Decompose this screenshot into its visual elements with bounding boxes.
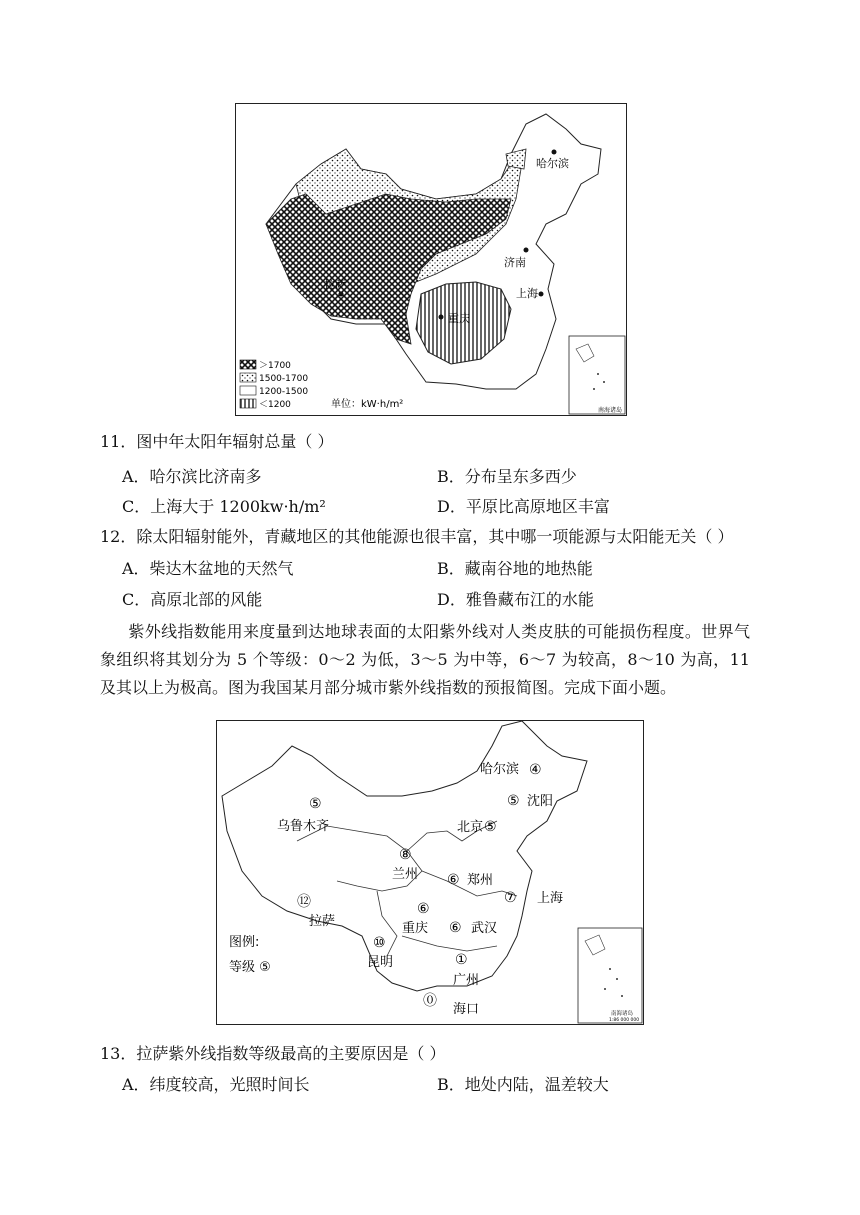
uv-legend-item: 等级 ⑤ [229, 960, 271, 975]
uv-inset-scale: 1:86 000 000 [609, 1018, 640, 1023]
uv-city-zhengzhou: 郑州 [467, 873, 494, 888]
uv-south-china-sea-inset [578, 928, 642, 1023]
uv-level-haikou: ⓪ [423, 993, 437, 1009]
uv-city-beijing: 北京 [457, 820, 484, 835]
legend-label-2: 1200-1500 [259, 387, 309, 397]
uv-level-beijing: ⑤ [484, 819, 497, 835]
uv-city-chongqing: 重庆 [402, 921, 429, 936]
uv-city-guangzhou: 广州 [453, 973, 480, 988]
south-china-sea-inset [569, 336, 625, 414]
reading-passage [100, 618, 750, 702]
uv-level-shanghai: ⑦ [504, 890, 517, 906]
uv-city-shenyang: 沈阳 [527, 794, 554, 809]
legend-label-0: ＞1700 [259, 361, 291, 371]
uv-inset-label: 南海诸岛 [611, 1011, 634, 1017]
question-11-title: 11．图中年太阳年辐射总量（ ） [100, 432, 334, 451]
q12-option-d: D．雅鲁藏布江的水能 [437, 590, 594, 609]
legend-label-1: 1500-1700 [259, 374, 309, 384]
question-13-title: 13．拉萨紫外线指数等级最高的主要原因是（ ） [100, 1044, 446, 1063]
uv-legend-title: 图例: [229, 935, 260, 950]
uv-city-lanzhou: 兰州 [392, 867, 419, 882]
uv-city-wuhan: 武汉 [471, 921, 498, 936]
q11-option-d: D．平原比高原地区丰富 [437, 497, 610, 516]
q12-option-a: A．柴达木盆地的天然气 [122, 559, 294, 578]
city-label-harbin: 哈尔滨 [536, 157, 569, 170]
map1-inset-label: 南海诸岛 [598, 407, 623, 414]
q12-option-b: B．藏南谷地的地热能 [437, 559, 593, 578]
q11-option-a: A．哈尔滨比济南多 [122, 467, 262, 486]
uv-index-map-svg [217, 721, 643, 1024]
zone-1500-1700-northeast [506, 149, 526, 169]
uv-level-lanzhou: ⑧ [399, 847, 412, 863]
uv-level-lhasa: ⑫ [297, 894, 311, 910]
uv-city-harbin: 哈尔滨 [480, 762, 520, 777]
uv-level-shenyang: ⑤ [507, 793, 520, 809]
uv-level-zhengzhou: ⑥ [447, 872, 460, 888]
city-label-jinan: 济南 [504, 256, 526, 269]
map1-unit: 单位：kW·h/m² [331, 399, 404, 410]
q11-option-c: C．上海大于 1200kw·h/m² [122, 497, 326, 516]
uv-index-map [216, 720, 644, 1025]
uv-level-kunming: ⑩ [373, 935, 386, 951]
reading-passage-text: 紫外线指数能用来度量到达地球表面的太阳紫外线对人类皮肤的可能损伤程度。世界气象组织将其划分为 5 个等级：0～2 为低，3～5 为中等，6～7 为较高，8～10 为高，11 及其以上为极高。图为我国某月部分城市紫外线指数的预报简图。完成下面小题。 [100, 622, 750, 697]
city-label-lhasa: 拉萨 [324, 278, 346, 291]
uv-city-kunming: 昆明 [367, 955, 394, 970]
uv-city-lhasa: 拉萨 [309, 914, 336, 929]
q12-option-c: C．高原北部的风能 [122, 590, 263, 609]
uv-city-urumqi: 乌鲁木齐 [277, 819, 330, 834]
q13-option-a: A．纬度较高，光照时间长 [122, 1075, 310, 1094]
solar-radiation-map [235, 103, 627, 416]
uv-level-wuhan: ⑥ [449, 920, 462, 936]
uv-level-guangzhou: ① [455, 952, 468, 968]
q13-option-b: B．地处内陆，温差较大 [437, 1075, 609, 1094]
uv-level-urumqi: ⑤ [309, 796, 322, 812]
uv-city-shanghai: 上海 [537, 891, 564, 906]
q11-option-b: B．分布呈东多西少 [437, 467, 577, 486]
city-label-chongqing: 重庆 [448, 312, 470, 325]
uv-level-chongqing: ⑥ [417, 901, 430, 917]
uv-level-harbin: ④ [529, 762, 542, 778]
legend-label-3: ＜1200 [259, 400, 291, 410]
uv-city-haikou: 海口 [453, 1002, 480, 1017]
question-12-title: 12．除太阳辐射能外，青藏地区的其他能源也很丰富，其中哪一项能源与太阳能无关（ ） [100, 527, 734, 546]
city-label-shanghai: 上海 [516, 287, 538, 300]
solar-radiation-map-svg [236, 104, 626, 415]
